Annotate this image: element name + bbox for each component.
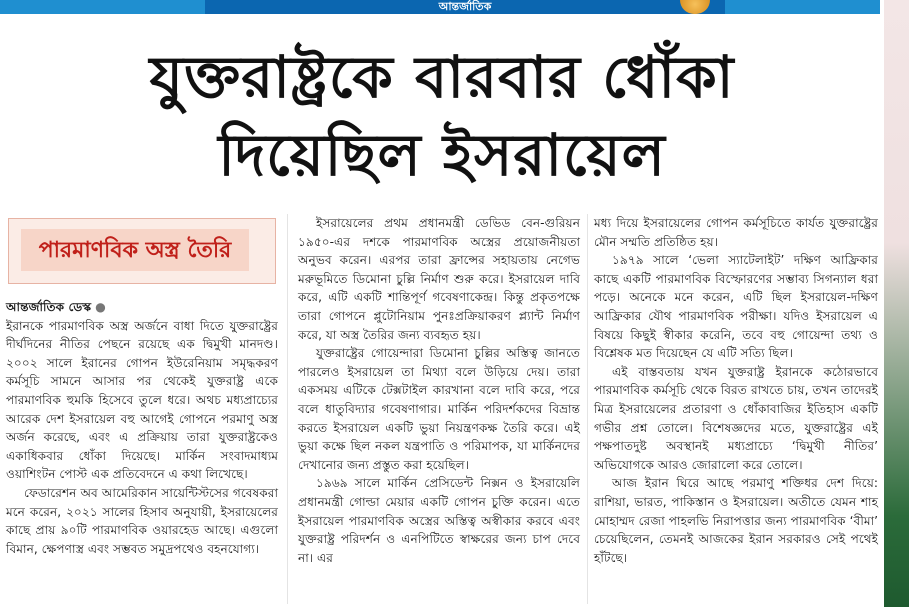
bullet-icon: ● [95, 300, 106, 314]
headline-line-1: যুক্তরাষ্ট্রকে বারবার ধোঁকা [149, 43, 735, 111]
subhead-box [8, 218, 276, 284]
paragraph: ১৯৭৯ সালে ‘ভেলা স্যাটেলাইট’ দক্ষিণ আফ্রিকার কাছে একটি পারমাণবিক বিস্ফোরণের সম্ভাব্য সিগন্যাল ধরা পড়ে। অনেকে মনে করেন, এটি ছিল ইসরায়েল-দক্ষিণ আফ্রিকার যৌথ পারমাণবিক পরীক্ষা। যদিও ইসরায়েল এ বিষয়ে কিছুই স্বীকার করেনি, তবে বহু গোয়েন্দা তথ্য ও বিশ্লেষক মত দিয়েছেন যে এটি সত্যি ছিল। [594, 253, 878, 361]
column-divider [587, 214, 588, 604]
headline [0, 38, 884, 194]
desk-byline: আন্তর্জাতিক ডেস্ক [6, 300, 92, 314]
column-1 [6, 298, 278, 558]
adjacent-page-edge [884, 0, 909, 607]
paragraph: এই বাস্তবতায় যখন যুক্তরাষ্ট্র ইরানকে কঠোরভাবে পারমাণবিক কর্মসূচি থেকে বিরত রাখতে চায়, তখন তাদেরই মিত্র ইসরায়েলের প্রতারণা ও ধোঁকাবাজির ইতিহাস একটি গভীর প্রশ্ন তোলে। বিশেষজ্ঞদের মতে, যুক্তরাষ্ট্রের এই পক্ষপাতদুষ্ট অবস্থানই মধ্যপ্রাচ্যে ‘দ্বিমুখী নীতির’ অভিযোগকে আরও জোরালো করে তোলে। [594, 364, 878, 472]
headline-line-2: দিয়েছিল ইসরায়েল [218, 121, 666, 189]
desk-line [6, 298, 278, 317]
subhead: পারমাণবিক অস্ত্র তৈরি [21, 229, 249, 271]
column-3 [594, 214, 878, 567]
paragraph: যুক্তরাষ্ট্রের গোয়েন্দারা ডিমোনা চুল্লির অস্তিত্ব জানতে পারলেও ইসরায়েল তা মিথ্যা বলে উড়িয়ে দেয়। তারা একসময় এটিকে টেক্সটাইল কারখানা বলে দাবি করে, পরে বলে ধাতুবিদ্যার গবেষণাগার। মার্কিন পরিদর্শকদের বিভ্রান্ত করতে ইসরায়েল একটি ভুয়া নিয়ন্ত্রণকক্ষ তৈরি করে। এই ভুয়া কক্ষে ছিল নকল যন্ত্রপাতি ও পরিমাপক, যা মার্কিনদের দেখানোর জন্য প্রস্তুত করা হয়েছিল। [298, 346, 580, 472]
section-label: আন্তর্জাতিক [205, 0, 725, 14]
paragraph: ইসরায়েলের প্রথম প্রধানমন্ত্রী ডেভিড বেন-গুরিয়ন ১৯৫০-এর দশকে পারমাণবিক অস্ত্রের প্রয়োজনীয়তা অনুভব করেন। এরপর তারা ফ্রান্সের সহায়তায় নেগেভ মরুভূমিতে ডিমোনা চুল্লি নির্মাণ শুরু করে। ইসরায়েল দাবি করে, এটি একটি শান্তিপূর্ণ গবেষণাকেন্দ্র। কিন্তু প্রকৃতপক্ষে তারা গোপনে প্লুটোনিয়াম পুনঃপ্রক্রিয়াকরণ প্ল্যান্ট নির্মাণ করে, যা অস্ত্র তৈরির জন্য ব্যবহৃত হয়। [298, 216, 580, 342]
paragraph: মধ্য দিয়ে ইসরায়েলের গোপন কর্মসূচিতে কার্যত যুক্তরাষ্ট্রের মৌন সম্মতি প্রতিষ্ঠিত হয়। [594, 216, 878, 249]
paragraph: ১৯৬৯ সালে মার্কিন প্রেসিডেন্ট নিক্সন ও ইসরায়েলি প্রধানমন্ত্রী গোল্ডা মেয়ার একটি গোপন চুক্তি করেন। এতে ইসরায়েল পারমাণবিক অস্ত্রের অস্তিত্ব অস্বীকার করবে এবং যুক্তরাষ্ট্র পরিদর্শন ও এনপিটিতে স্বাক্ষরের জন্য চাপ দেবে না। এর [298, 476, 580, 565]
paragraph: ফেডারেশন অব আমেরিকান সায়েন্টিস্টসের গবেষকরা মনে করেন, ২০২১ সালের হিসাব অনুযায়ী, ইসরায়েলের কাছে প্রায় ৯০টি পারমাণবিক ওয়ারহেড আছে। এগুলো বিমান, ক্ষেপণাস্ত্র এবং সম্ভবত সমুদ্রপথেও বহনযোগ্য। [6, 485, 278, 556]
column-2 [298, 214, 580, 567]
paragraph: আজ ইরান ঘিরে আছে পরমাণু শক্তিধর দেশ দিয়ে: রাশিয়া, ভারত, পাকিস্তান ও ইসরায়েল। অতীতে যেমন শাহ মোহাম্মদ রেজা পাহলভি নিরাপত্তার জন্য পারমাণবিক ‘বীমা’ চেয়েছিলেন, তেমনই আজকের ইরান সরকারও সেই পথেই হাঁটছে। [594, 476, 878, 565]
column-divider [287, 214, 288, 604]
paragraph: ইরানকে পারমাণবিক অস্ত্র অর্জনে বাধা দিতে যুক্তরাষ্ট্রের দীর্ঘদিনের নীতির পেছনে রয়েছে এক দ্বিমুখী মানদণ্ড। ২০০২ সালে ইরানের গোপন ইউরেনিয়াম সমৃদ্ধকরণ কর্মসূচি সামনে আসার পর থেকেই যুক্তরাষ্ট্র একে পারমাণবিক হুমকি হিসেবে তুলে ধরে। অথচ মধ্যপ্রাচ্যের আরেক দেশ ইসরায়েল বহু আগেই গোপনে পরমাণু অস্ত্র অর্জন করেছে, এবং এ প্রক্রিয়ায় তারা যুক্তরাষ্ট্রকেও একাধিকবার ধোঁকা দিয়েছে। মার্কিন সংবাদমাধ্যম ওয়াশিংটন পোস্ট এক প্রতিবেদনে এ কথা লিখেছে। [6, 318, 278, 482]
